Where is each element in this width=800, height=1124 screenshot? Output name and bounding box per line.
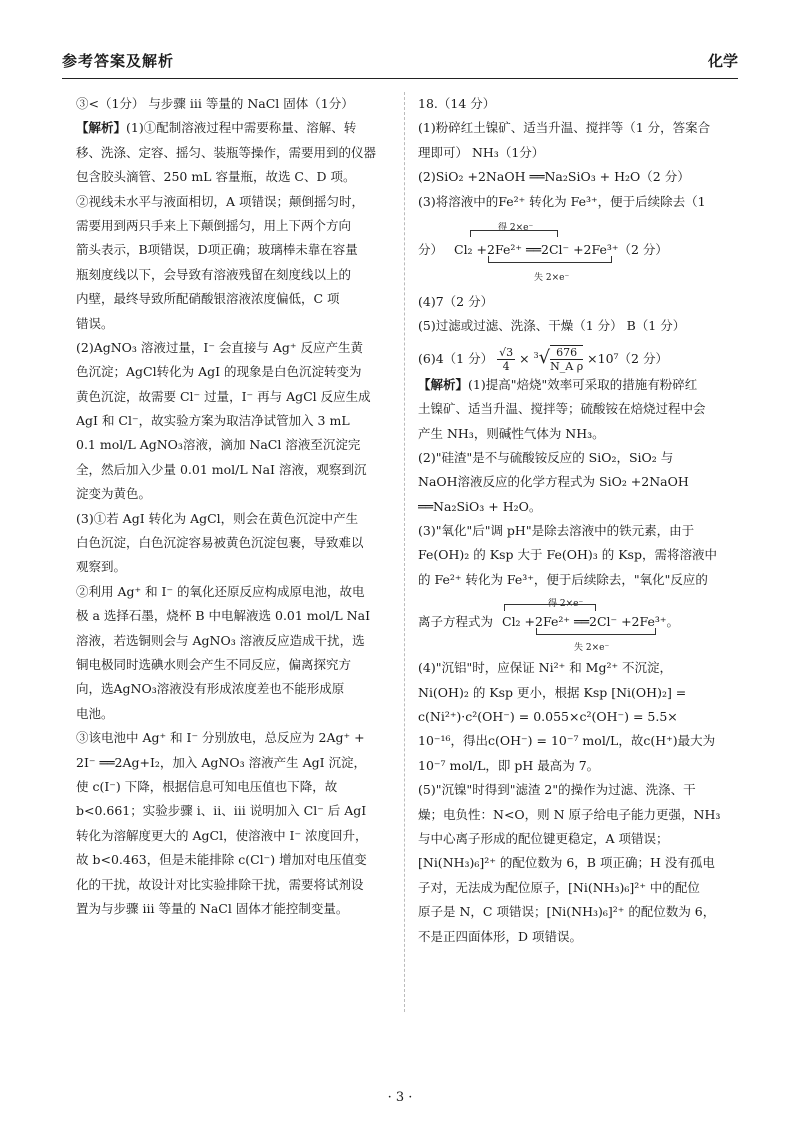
cube-root-index: 3 [533,350,539,360]
text-line: ②利用 Ag⁺ 和 I⁻ 的氧化还原反应构成原电池，故电 [76,583,365,599]
text-line: 全，然后加入少量 0.01 mol/L NaI 溶液，观察到沉 [76,461,367,477]
text-line: 燥；电负性：N<O，则 N 原子给电子能力更强，NH₃ [418,806,721,822]
radical-sign-icon: √ [538,346,551,368]
question-18-answers [418,92,736,214]
text-line: 淀变为黄色。 [76,486,152,502]
redox2-equation: Cl₂ +2Fe²⁺ ══2Cl⁻ +2Fe³⁺。 [502,614,680,630]
text-line: 极 a 选择石墨，烧杯 B 中电解液选 0.01 mol/L NaI [76,608,371,624]
text-line: 子对，无法成为配位原子，[Ni(NH₃)₆]²⁺ 中的配位 [418,879,700,895]
text-line: 10⁻¹⁶，得出c(OH⁻) = 10⁻⁷ mol/L，故c(H⁺)最大为 [418,733,716,749]
electron-gain-label-2: 得 2×e⁻ [548,599,584,610]
text-line: (2)AgNO₃ 溶液过量，I⁻ 会直接与 Ag⁺ 反应产生黄 [76,339,363,355]
text-line: Ni(OH)₂ 的 Ksp 更小，根据 Ksp [Ni(OH)₂] = [418,684,687,700]
text-line: ②视线未水平与液面相切，A 项错误；颠倒摇匀时， [76,193,365,209]
text-line: 白色沉淀，白色沉淀容易被黄色沉淀包裹，导致难以 [76,535,364,551]
text-line: ══Na₂SiO₃ + H₂O。 [418,498,542,514]
header-title: 参考答案及解析 [62,52,175,70]
analysis-part-a [418,373,736,593]
text-line: 错误。 [76,315,114,331]
analysis-label: 【解析】 [76,120,127,136]
page-number: · 3 · [387,1090,413,1105]
redox-equation-2 [418,592,736,656]
text-line: 观察到。 [76,559,127,575]
text-line: 的 Fe²⁺ 转化为 Fe³⁺，便于后续除去，"氧化"反应的 [418,571,708,587]
text-line: (5)"沉镍"时得到"滤渣 2"的操作为过滤、洗涤、干 [418,782,696,798]
redox2-prefix: 离子方程式为 [418,614,494,630]
text-line: 10⁻⁷ mol/L，即 pH 最高为 7。 [418,757,600,773]
text-line: 包含胶头滴管、250 mL 容量瓶，故选 C、D 项。 [76,169,356,185]
fraction-sqrt3-over-4 [497,346,515,373]
text-line: (2)"硅渣"是不与硫酸铵反应的 SiO₂，SiO₂ 与 [418,449,674,465]
q6-tail: ×10⁷（2 分） [587,350,668,366]
text-line: [Ni(NH₃)₆]²⁺ 的配位数为 6，B 项正确；H 没有孤电 [418,855,715,871]
text-line: 瓶刻度线以下，会导致有溶液残留在刻度线以上的 [76,266,352,282]
text-line: ③该电池中 Ag⁺ 和 I⁻ 分别放电，总反应为 2Ag⁺ + [76,730,365,746]
redox-prefix: 分） [418,241,444,257]
analysis-part-b [418,656,736,949]
left-column-text [76,92,394,921]
analysis-label: 【解析】 [418,376,469,392]
text-line: 铜电极同时选碘水则会产生不同反应，偏离探究方 [76,656,352,672]
frac1-numerator: √3 [499,345,514,359]
electron-gain-arrow-2 [504,604,596,611]
header-rule [62,78,738,79]
electron-gain-label: 得 2×e⁻ [498,222,534,233]
electron-gain-arrow [470,230,558,237]
text-line: 移、洗涤、定容、摇匀、装瓶等操作，需要用到的仪器 [76,144,377,160]
page-header [62,50,738,74]
right-column [418,92,736,949]
text-line: AgI 和 Cl⁻，故实验方案为取洁净试管加入 3 mL [76,413,350,429]
text-line: 内壁，最终导致所配硝酸银溶液浓度偏低，C 项 [76,291,340,307]
text-line: 置为与步骤 iii 等量的 NaCl 固体才能控制变量。 [76,900,349,916]
text-line: (3)将溶液中的Fe²⁺ 转化为 Fe³⁺，便于后续除去（1 [418,193,706,209]
redox-equation: Cl₂ +2Fe²⁺ ══2Cl⁻ +2Fe³⁺（2 分） [454,241,668,257]
electron-loss-arrow [488,256,612,263]
redox-equation-1 [418,214,736,290]
text-line: 向，选AgNO₃溶液没有形成浓度差也不能形成原 [76,681,345,697]
text-line: Fe(OH)₂ 的 Ksp 大于 Fe(OH)₃ 的 Ksp，需将溶液中 [418,547,717,563]
text-line: 不是正四面体形，D 项错误。 [418,928,582,944]
text-line: (4)"沉铝"时，应保证 Ni²⁺ 和 Mg²⁺ 不沉淀， [418,660,673,676]
frac2-denominator: N_A ρ [550,360,584,373]
text-line: 土镍矿、适当升温、搅拌等；硫酸铵在焙烧过程中会 [418,401,706,417]
frac1-denominator: 4 [502,359,510,373]
text-line: 理即可） NH₃（1分） [418,144,545,160]
text-line: 【解析】(1)提高"焙烧"效率可采取的措施有粉碎红 [418,376,698,392]
text-line: 黄色沉淀，故需要 Cl⁻ 过量，I⁻ 再与 AgCl 反应生成 [76,388,371,404]
text-line: 转化为溶解度更大的 AgCl，使溶液中 I⁻ 浓度回升， [76,827,368,843]
text-line: 18.（14 分） [418,96,496,111]
text-line: (3)"氧化"后"调 pH"是除去溶液中的铁元素，由于 [418,523,695,539]
text-line: 【解析】(1)①配制溶液过程中需要称量、溶解、转 [76,120,357,136]
text-line: 0.1 mol/L AgNO₃溶液，滴加 NaCl 溶液至沉淀完 [76,437,361,453]
text-line: 使 c(I⁻) 下降，根据信息可知电压值也下降，故 [76,778,338,794]
text-line: NaOH溶液反应的化学方程式为 SiO₂ +2NaOH [418,474,689,490]
electron-loss-label: 失 2×e⁻ [534,272,570,283]
text-line: (2)SiO₂ +2NaOH ══Na₂SiO₃ + H₂O（2 分） [418,169,690,185]
electron-loss-label-2: 失 2×e⁻ [574,643,610,654]
electron-loss-arrow-2 [536,628,656,635]
text-line: 需要用到两只手来上下颠倒摇匀，用上下两个方向 [76,217,352,233]
header-subject: 化学 [707,52,738,70]
q6-lead: (6)4（1 分） [418,350,494,366]
text-line: (4)7（2 分） [418,293,494,309]
text-line: 产生 NH₃，则碱性气体为 NH₃。 [418,425,605,441]
text-line: 箭头表示，B项错误，D项正确；玻璃棒未靠在容量 [76,242,358,258]
column-divider [404,92,405,1012]
text-line: (1)粉碎红土镍矿、适当升温、搅拌等（1 分，答案合 [418,120,711,136]
question-18-answers-cont [418,290,736,339]
text-line: b<0.661；实验步骤 i、ii、iii 说明加入 Cl⁻ 后 AgI [76,803,367,819]
text-line: c(Ni²⁺)·c²(OH⁻) = 0.055×c²(OH⁻) = 5.5× [418,709,678,725]
times-sign: × [519,350,530,366]
text-line: 化的干扰，故设计对比实验排除干扰，需要将试剂设 [76,876,364,892]
text-line: 溶液，若选铜则会与 AgNO₃ 溶液反应造成干扰，选 [76,632,365,648]
left-column [76,92,394,921]
text-line: (3)①若 AgI 转化为 AgCl，则会在黄色沉淀中产生 [76,510,359,526]
text-line: ③<（1分） 与步骤 iii 等量的 NaCl 固体（1分） [76,96,354,111]
text-line: 2I⁻ ══2Ag+I₂，加入 AgNO₃ 溶液产生 AgI 沉淀， [76,754,367,770]
text-line: 故 b<0.463，但是未能排除 c(Cl⁻) 增加对电压值变 [76,852,367,868]
q6-answer [418,339,736,373]
frac2-numerator: 676 [550,346,583,360]
text-line: 电池。 [76,705,114,721]
text-line: 原子是 N，C 项错误；[Ni(NH₃)₆]²⁺ 的配位数为 6， [418,904,716,920]
text-line: 色沉淀；AgCl转化为 AgI 的现象是白色沉淀转变为 [76,364,362,380]
text-line: 与中心离子形成的配位键更稳定，A 项错误； [418,830,669,846]
fraction-676-over-NAp [550,345,583,372]
text-line: (5)过滤或过滤、洗涤、干燥（1 分） B（1 分） [418,318,686,334]
